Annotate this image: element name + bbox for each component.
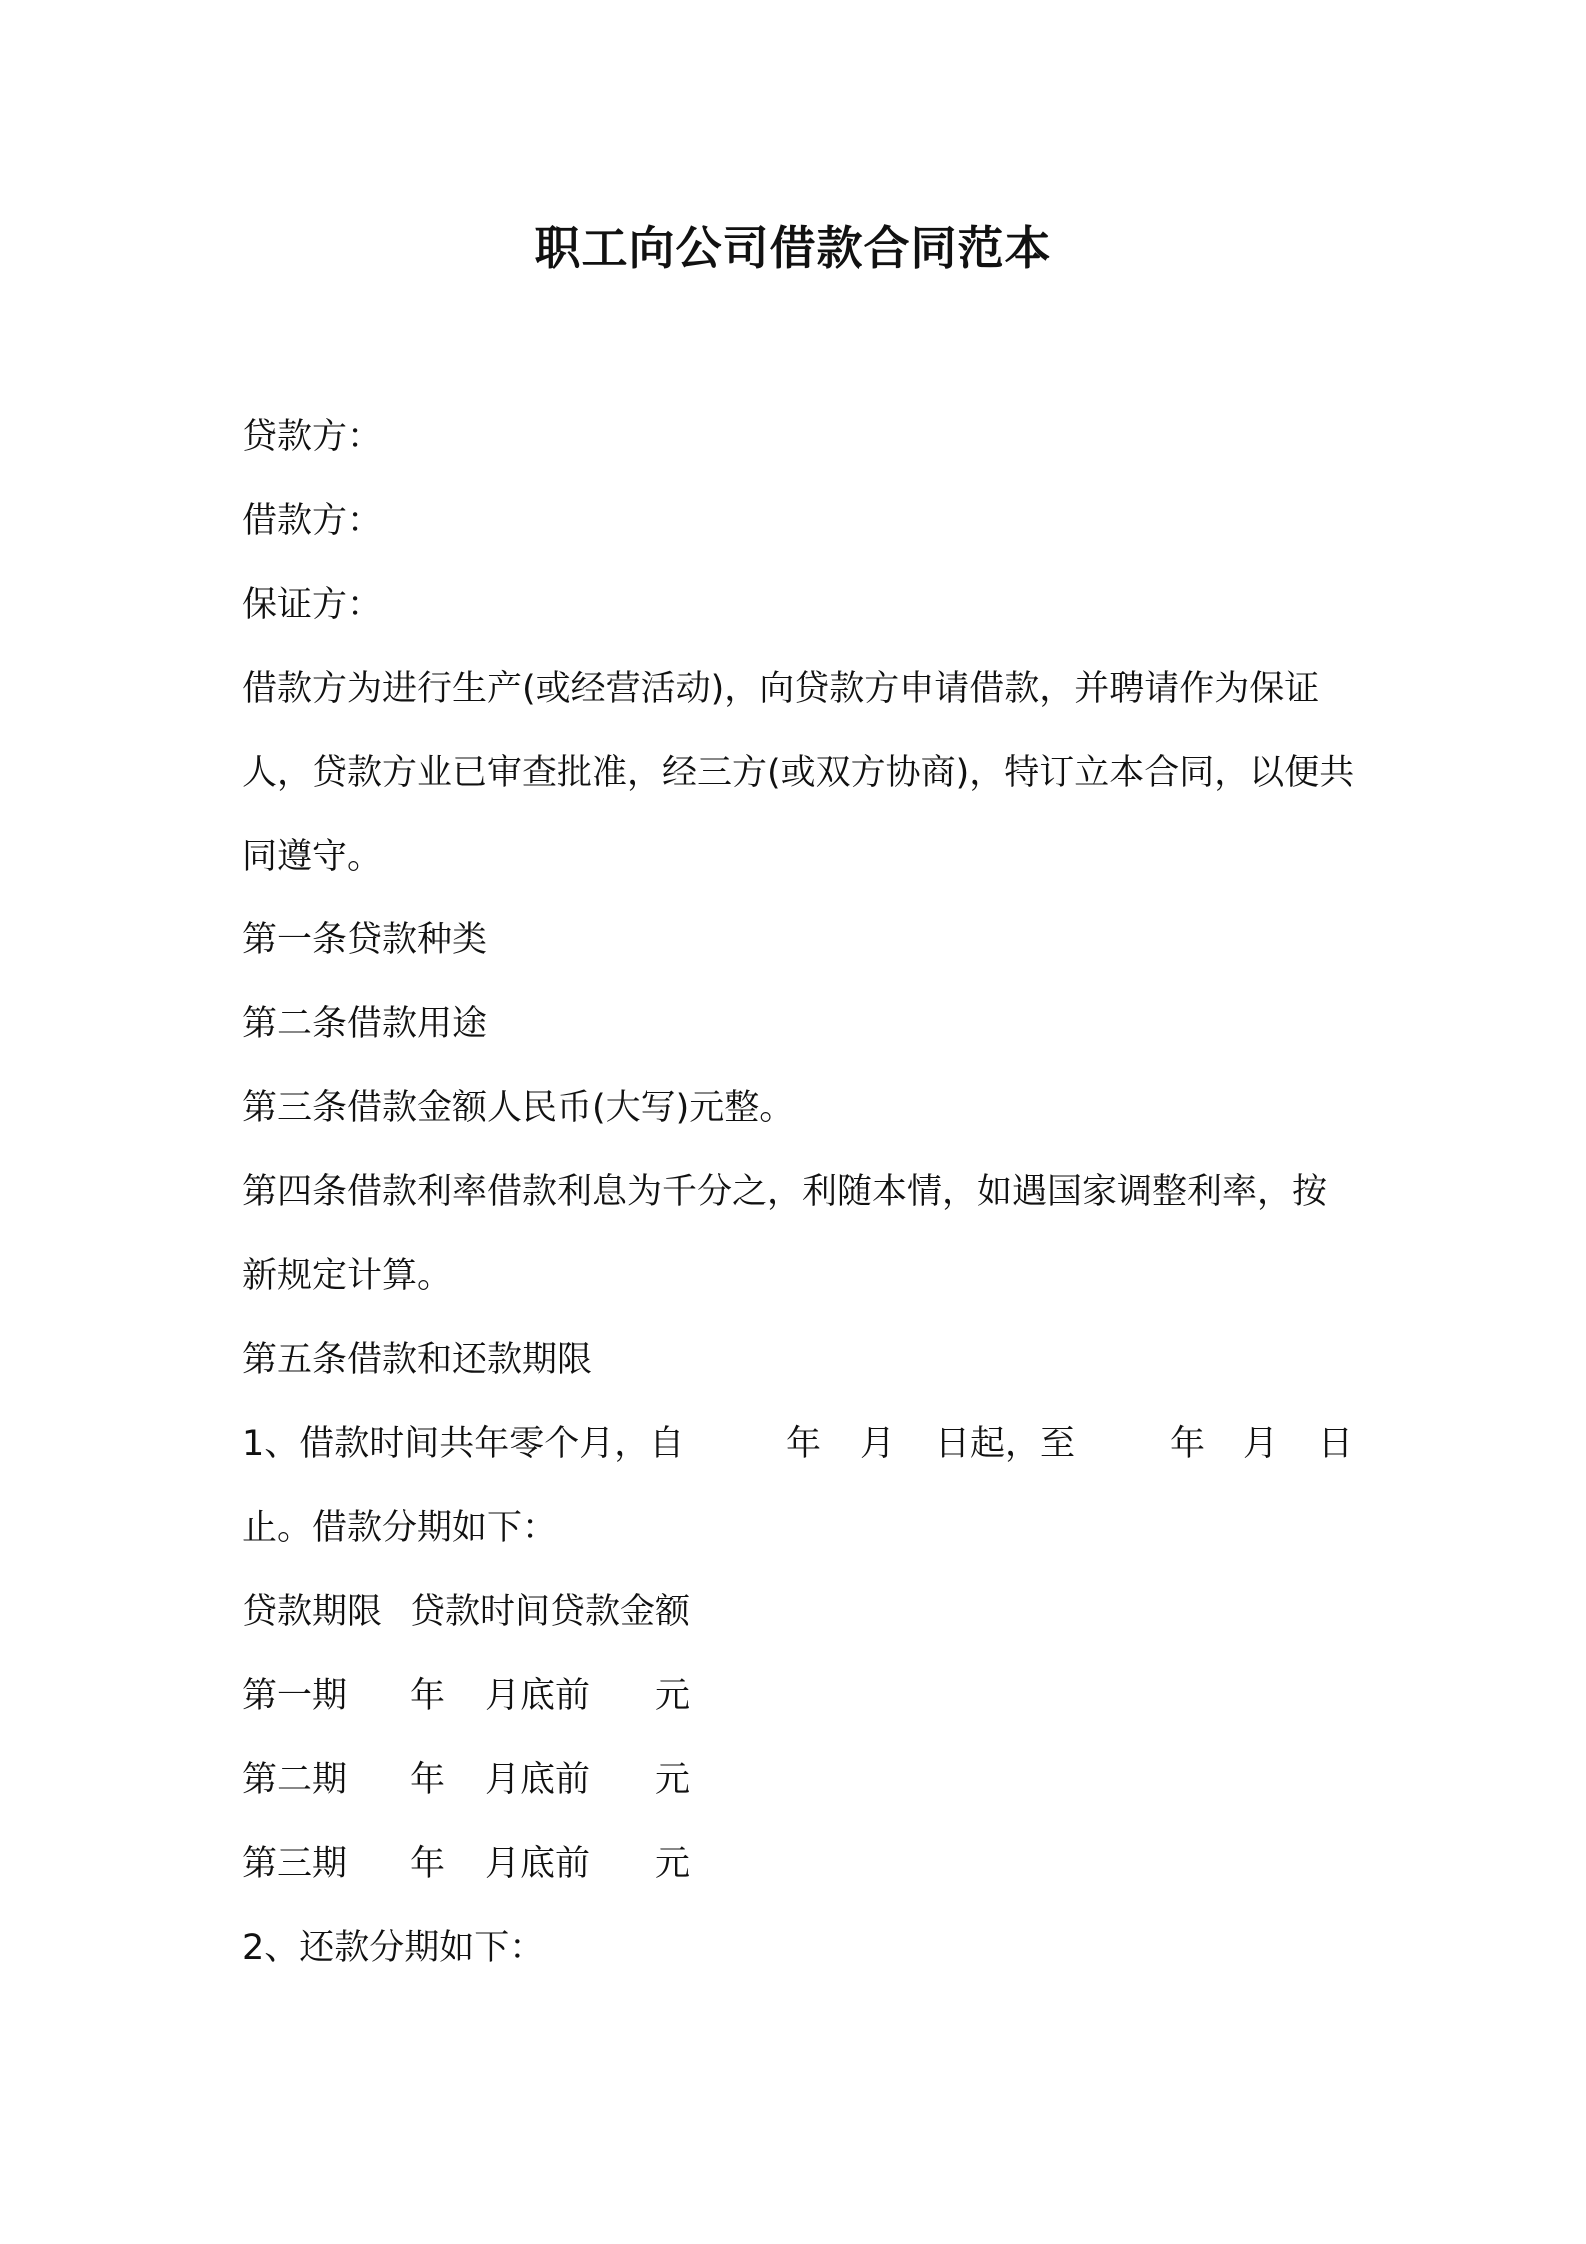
clause-1-month-start: 月 — [860, 1424, 896, 1464]
document-title: 职工向公司借款合同范本 — [534, 221, 1052, 275]
article-1: 第一条贷款种类 — [242, 920, 488, 960]
schedule-month: 月底前 — [485, 1844, 591, 1884]
schedule-period: 第三期 — [242, 1844, 348, 1884]
schedule-year: 年 — [410, 1760, 446, 1800]
clause-1-continuation: 止。借款分期如下： — [242, 1508, 558, 1548]
schedule-year: 年 — [410, 1676, 446, 1716]
schedule-month: 月底前 — [485, 1760, 591, 1800]
schedule-period: 第二期 — [242, 1760, 348, 1800]
article-5: 第五条借款和还款期限 — [242, 1340, 593, 1380]
article-2: 第二条借款用途 — [242, 1004, 488, 1044]
clause-1-day-end: 日 — [1318, 1424, 1354, 1464]
borrower-line: 借款方： — [242, 501, 383, 541]
guarantor-line: 保证方： — [242, 585, 383, 625]
clause-2: 2、还款分期如下： — [242, 1928, 545, 1968]
schedule-header-time-amount: 贷款时间贷款金额 — [410, 1592, 691, 1632]
schedule-amount: 元 — [655, 1676, 691, 1716]
article-4-paragraph: 第四条借款利率借款利息为千分之，利随本情，如遇国家调整利率，按新规定计算。 — [242, 1172, 1328, 1296]
table-row — [0, 1755, 1586, 1805]
schedule-amount: 元 — [655, 1844, 691, 1884]
clause-1-text: 1、借款时间共年零个月，自 — [242, 1424, 685, 1464]
clause-1-day-start: 日起，至 — [935, 1424, 1076, 1464]
schedule-period: 第一期 — [242, 1676, 348, 1716]
schedule-year: 年 — [410, 1844, 446, 1884]
article-3: 第三条借款金额人民币(大写)元整。 — [242, 1088, 795, 1128]
schedule-amount: 元 — [655, 1760, 691, 1800]
table-row — [0, 1671, 1586, 1721]
preamble-paragraph: 借款方为进行生产(或经营活动)，向贷款方申请借款，并聘请作为保证人，贷款方业已审查批准，经三方(或双方协商)，特订立本合同，以便共同遵守。 — [242, 669, 1355, 877]
clause-1-month-end: 月 — [1243, 1424, 1279, 1464]
clause-1-year-end: 年 — [1170, 1424, 1206, 1464]
clause-1-year-start: 年 — [786, 1424, 822, 1464]
lender-line: 贷款方： — [242, 417, 383, 457]
schedule-month: 月底前 — [485, 1676, 591, 1716]
table-row — [0, 1839, 1586, 1889]
schedule-header-period: 贷款期限 — [242, 1592, 383, 1632]
